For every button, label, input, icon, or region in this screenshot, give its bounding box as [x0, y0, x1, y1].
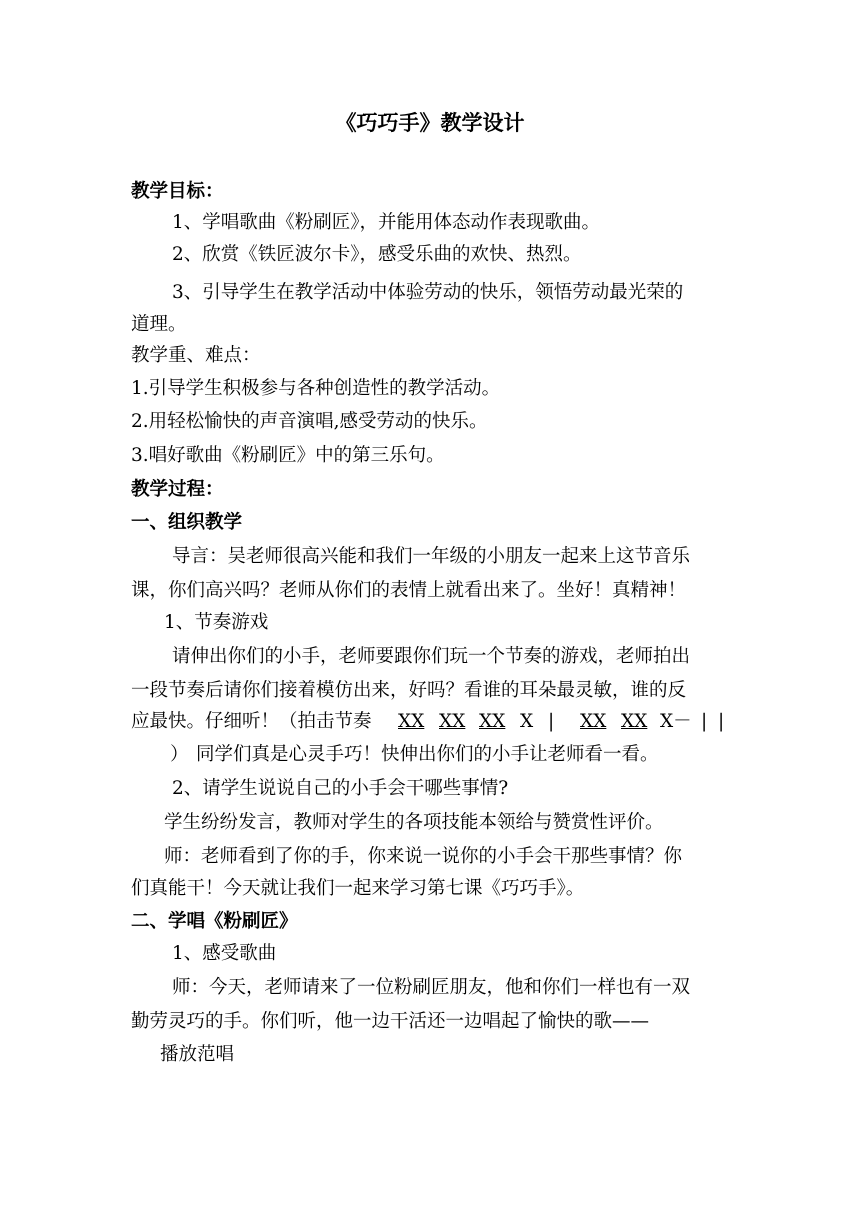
section2-step1-label: 1、感受歌曲	[172, 943, 277, 964]
rhythm-token: X－	[660, 711, 692, 732]
rhythm-prefix: 应最快。仔细听！（拍击节奏	[131, 711, 372, 732]
section1-intro-line: 导言：吴老师很高兴能和我们一年级的小朋友一起来上这节音乐	[172, 546, 691, 567]
document-title: 《巧巧手》教学设计	[335, 110, 525, 135]
step2-line: 师：老师看到了你的手，你来说一说你的小手会干那些事情？你	[164, 846, 683, 867]
section2-heading: 二、学唱《粉刷匠》	[131, 911, 298, 932]
objective-item: 1、学唱歌曲《粉刷匠》，并能用体态动作表现歌曲。	[172, 212, 601, 233]
section2-line: 师：今天，老师请来了一位粉刷匠朋友，他和你们一样也有一双	[172, 977, 691, 998]
objective-item: 3、引导学生在教学活动中体验劳动的快乐，领悟劳动最光荣的	[172, 282, 684, 303]
rhythm-token: XX	[398, 711, 425, 732]
rhythm-after-text: 同学们真是心灵手巧！快伸出你们的小手让老师看一看。	[196, 744, 659, 765]
step2-label: 2、请学生说说自己的小手会干哪些事情?	[172, 778, 509, 799]
rhythm-barline: |	[548, 711, 555, 732]
rhythm-close: ）	[170, 744, 189, 765]
rhythm-token: XX	[439, 711, 466, 732]
key-point-item: 2.用轻松愉快的声音演唱,感受劳动的快乐。	[131, 411, 488, 432]
rhythm-token: X	[520, 711, 534, 732]
step2-line: 们真能干！今天就让我们一起来学习第七课《巧巧手》。	[131, 878, 585, 899]
key-point-item: 3.唱好歌曲《粉刷匠》中的第三乐句。	[131, 445, 445, 466]
section1-heading: 一、组织教学	[131, 512, 243, 533]
objectives-heading: 教学目标：	[131, 181, 224, 202]
rhythm-token: XX	[621, 711, 648, 732]
step1-label: 1、节奏游戏	[164, 612, 269, 633]
section2-line: 播放范唱	[160, 1044, 235, 1065]
section1-intro-line: 课，你们高兴吗？老师从你们的表情上就看出来了。坐好！真精神！	[131, 580, 687, 601]
rhythm-token: XX	[479, 711, 506, 732]
process-heading: 教学过程：	[131, 479, 224, 500]
key-points-heading: 教学重、难点：	[131, 345, 261, 366]
objective-item: 2、欣赏《铁匠波尔卡》，感受乐曲的欢快、热烈。	[172, 244, 582, 265]
step1-text-line: 一段节奏后请你们接着模仿出来，好吗？看谁的耳朵最灵敏，谁的反	[131, 680, 687, 701]
rhythm-barline: |	[701, 711, 708, 732]
step2-line: 学生纷纷发言，教师对学生的各项技能本领给与赞赏性评价。	[164, 812, 664, 833]
rhythm-token: XX	[580, 711, 607, 732]
rhythm-barline: |	[718, 711, 725, 732]
step1-text-line: 请伸出你们的小手，老师要跟你们玩一个节奏的游戏，老师拍出	[172, 646, 691, 667]
objective-item-continued: 道理。	[131, 314, 187, 335]
key-point-item: 1.引导学生积极参与各种创造性的教学活动。	[131, 378, 501, 399]
section2-line: 勤劳灵巧的手。你们听，他一边干活还一边唱起了愉快的歌——	[131, 1011, 650, 1032]
